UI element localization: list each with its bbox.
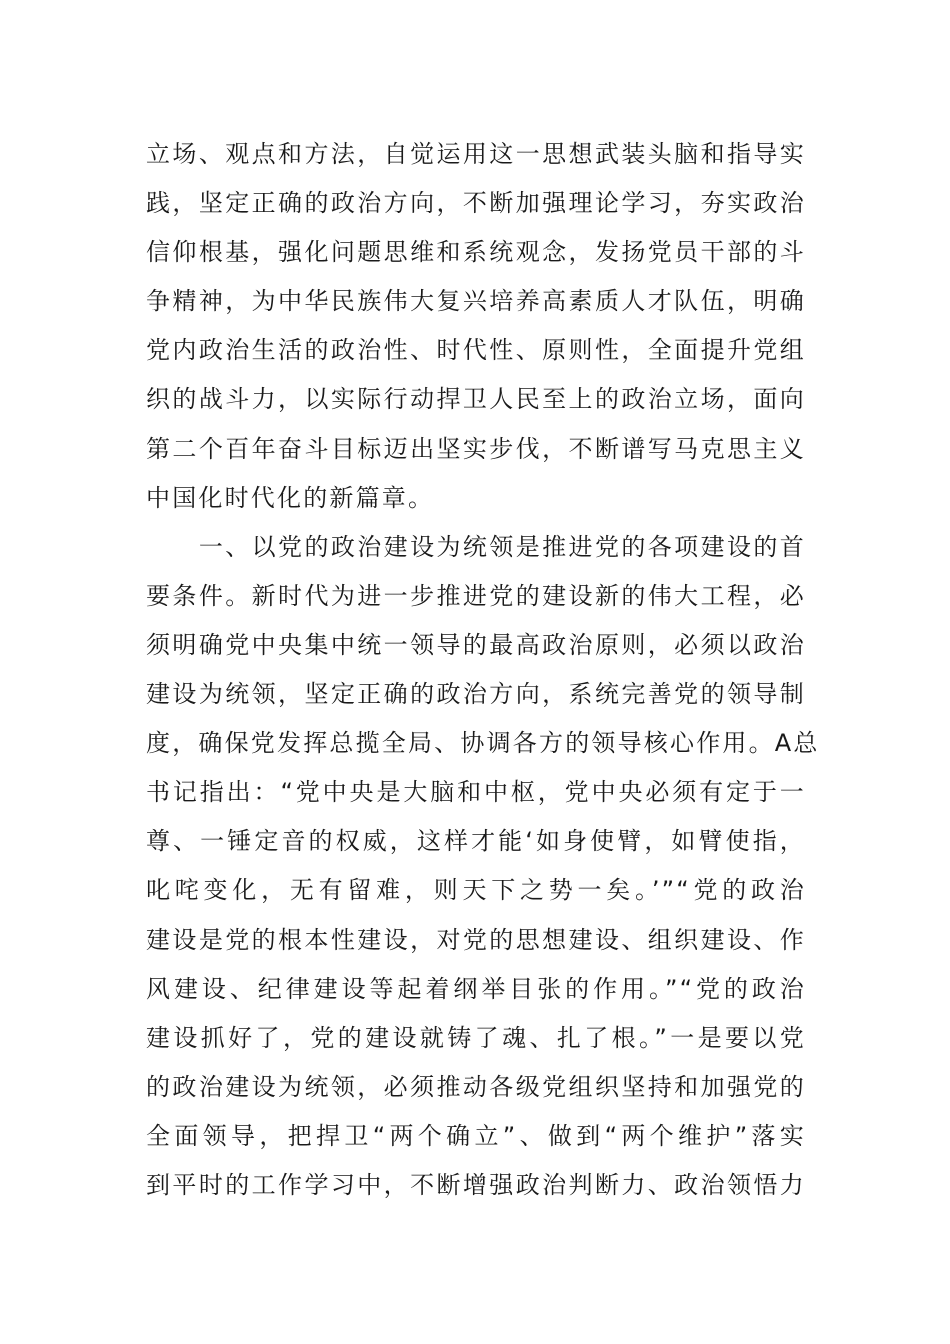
text-line: 党内政治生活的政治性、时代性、原则性，全面提升党组: [146, 336, 806, 365]
text-line: 建设抓好了，党的建设就铸了魂、扎了根。”一是要以党: [146, 1023, 806, 1052]
text-line: 践，坚定正确的政治方向，不断加强理论学习，夯实政治: [146, 189, 806, 218]
text-line: 全面领导，把捍卫“两个确立”、做到“两个维护”落实: [146, 1121, 806, 1150]
paragraph-end-line: 中国化时代化的新篇章。: [146, 483, 435, 512]
section-heading-line: 一、以党的政治建设为统领是推进党的各项建设的首: [146, 532, 806, 561]
text-line: 尊、一锤定音的权威，这样才能‘如身使臂，如臂使指，: [146, 827, 806, 856]
text-line: 的政治建设为统领，必须推动各级党组织坚持和加强党的: [146, 1072, 806, 1101]
text-line: 第二个百年奋斗目标迈出坚实步伐，不断谱写马克思主义: [146, 434, 806, 463]
text-line: 度，确保党发挥总揽全局、协调各方的领导核心作用。A总: [146, 729, 820, 758]
body-text: [146, 130, 820, 1210]
text-line: 要条件。新时代为进一步推进党的建设新的伟大工程，必: [146, 581, 806, 610]
text-line: 风建设、纪律建设等起着纲举目张的作用。”“党的政治: [146, 974, 806, 1003]
text-line: 争精神，为中华民族伟大复兴培养高素质人才队伍，明确: [146, 287, 806, 316]
text-line: 织的战斗力，以实际行动捍卫人民至上的政治立场，面向: [146, 385, 806, 414]
text-line: 建设是党的根本性建设，对党的思想建设、组织建设、作: [146, 925, 806, 954]
text-line: 须明确党中央集中统一领导的最高政治原则，必须以政治: [146, 630, 806, 659]
text-line: 叱咤变化，无有留难，则天下之势一矣。’”“党的政治: [146, 876, 806, 905]
text-line: 书记指出：“党中央是大脑和中枢，党中央必须有定于一: [146, 778, 806, 807]
text-line: 信仰根基，强化问题思维和系统观念，发扬党员干部的斗: [146, 238, 806, 267]
text-line: 立场、观点和方法，自觉运用这一思想武装头脑和指导实: [146, 140, 806, 168]
text-line: 到平时的工作学习中，不断增强政治判断力、政治领悟力: [146, 1170, 806, 1199]
text-line: 建设为统领，坚定正确的政治方向，系统完善党的领导制: [146, 680, 806, 709]
